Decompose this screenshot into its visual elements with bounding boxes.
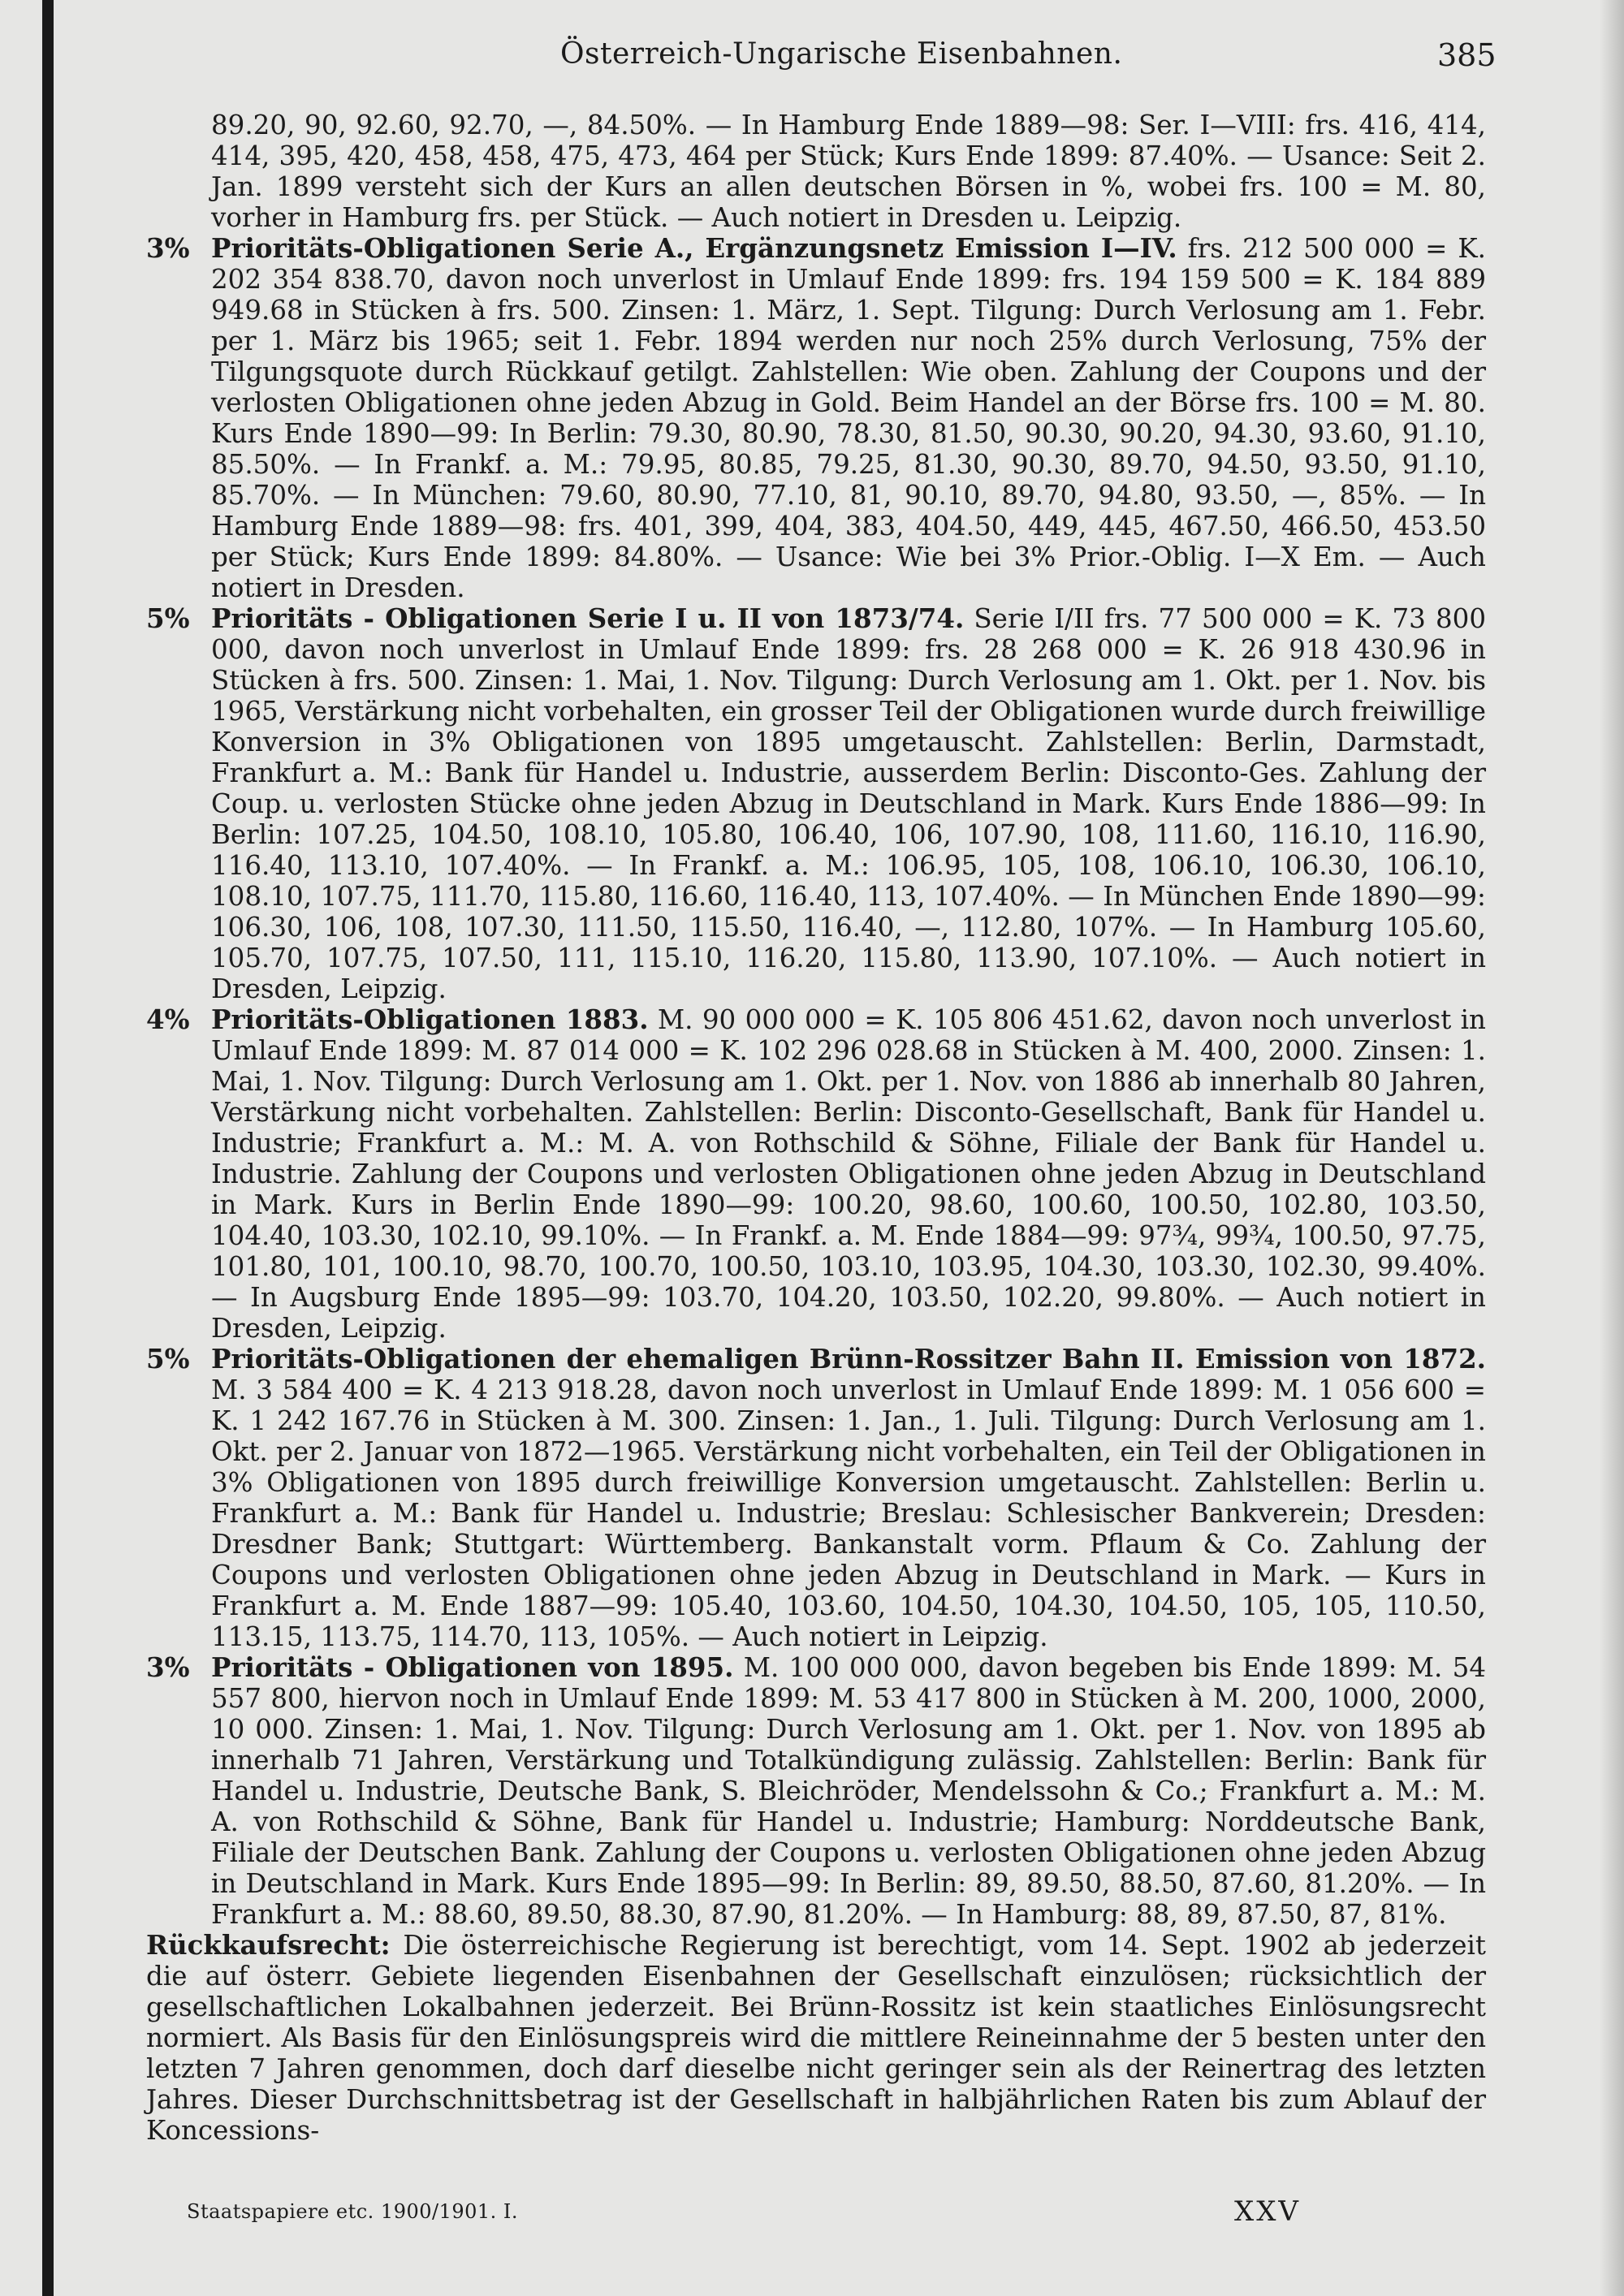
entry-text: frs. 212 500 000 = K. 202 354 838.70, davon noch unverlost in Umlauf Ende 1899: frs. 194 159 500 = K. 184 889 949.68 in Stücken à frs. 500. Zinsen: 1. März, 1. Sept. Tilgung: Durch Verlosung am 1. Febr. per 1. März bis 1965; seit 1. Febr. 1894 werden nur noch 25% durch Verlosung, 75% der Tilgungsquote durch Rückkauf getilgt. Zahlstellen: Wie oben. Zahlung der Coupons und der verlosten Obligationen ohne jeden Abzug in Gold. Beim Handel an der Börse frs. 100 = M. 80. Kurs Ende 1890—99: In Berlin: 79.30, 80.90, 78.30, 81.50, 90.30, 90.20, 94.30, 93.60, 91.10, 85.50%. — In Frankf. a. M.: 79.95, 80.85, 79.25, 81.30, 90.30, 89.70, 94.50, 93.50, 91.10, 85.70%. — In München: 79.60, 80.90, 77.10, 81, 90.10, 89.70, 94.80, 93.50, —, 85%. — In Hamburg Ende 1889—98: frs. 401, 399, 404, 383, 404.50, 449, 445, 467.50, 466.50, 453.50 per Stück; Kurs Ende 1899: 84.80%. — Usance: Wie bei 3% Prior.-Oblig. I—X Em. — Auch notiert in Dresden. xyxy=(211,233,1486,603)
entry-text: Serie I/II frs. 77 500 000 = K. 73 800 000, davon noch unverlost in Umlauf Ende 1899: frs. 28 268 000 = K. 26 918 430.96 in Stücken à frs. 500. Zinsen: 1. Mai, 1. Nov. Tilgung: Durch Verlosung am 1. Okt. per 1. Nov. bis 1965, Verstärkung nicht vorbehalten, ein grosser Teil der Obligationen wurde durch freiwillige Konversion in 3% Obligationen von 1895 umgetauscht. Zahlstellen: Berlin, Darmstadt, Frankfurt a. M.: Bank für Handel u. Industrie, ausserdem Berlin: Disconto-Ges. Zahlung der Coup. u. verlosten Stücke ohne jeden Abzug in Deutschland in Mark. Kurs Ende 1886—99: In Berlin: 107.25, 104.50, 108.10, 105.80, 106.40, 106, 107.90, 108, 111.60, 116.10, 116.90, 116.40, 113.10, 107.40%. — In Frankf. a. M.: 106.95, 105, 108, 106.10, 106.30, 106.10, 108.10, 107.75, 111.70, 115.80, 116.60, 116.40, 113, 107.40%. — In München Ende 1890—99: 106.30, 106, 108, 107.30, 111.50, 115.50, 116.40, —, 112.80, 107%. — In Hamburg 105.60, 105.70, 107.75, 107.50, 111, 115.10, 116.20, 115.80, 113.90, 107.10%. — Auch notiert in Dresden, Leipzig. xyxy=(211,603,1486,1004)
running-title: Österreich-Ungarische Eisenbahnen. xyxy=(560,37,1123,71)
bond-entry-serie-a xyxy=(146,233,1486,603)
interest-rate: 3% xyxy=(146,232,190,264)
entry-text: M. 90 000 000 = K. 105 806 451.62, davon noch unverlost in Umlauf Ende 1899: M. 87 014 000 = K. 102 296 028.68 in Stücken à M. 400, 2000. Zinsen: 1. Mai, 1. Nov. Tilgung: Durch Verlosung am 1. Okt. per 1. Nov. von 1886 ab innerhalb 80 Jahren, Verstärkung nicht vorbehalten. Zahlstellen: Berlin: Disconto-Gesellschaft, Bank für Handel u. Industrie; Frankfurt a. M.: M. A. von Rothschild & Söhne, Filiale der Bank für Handel u. Industrie. Zahlung der Coupons und verlosten Obligationen ohne jeden Abzug in Deutschland in Mark. Kurs in Berlin Ende 1890—99: 100.20, 98.60, 100.60, 100.50, 102.80, 103.50, 104.40, 103.30, 102.10, 99.10%. — In Frankf. a. M. Ende 1884—99: 97¾, 99¾, 100.50, 97.75, 101.80, 101, 100.10, 98.70, 100.70, 100.50, 103.10, 103.95, 104.30, 103.30, 102.30, 99.40%. — In Augsburg Ende 1895—99: 103.70, 104.20, 103.50, 102.20, 99.80%. — Auch notiert in Dresden, Leipzig. xyxy=(211,1004,1486,1344)
entry-text: M. 100 000 000, davon begeben bis Ende 1899: M. 54 557 800, hiervon noch in Umlauf Ende 1899: M. 53 417 800 in Stücken à M. 200, 1000, 2000, 10 000. Zinsen: 1. Mai, 1. Nov. Tilgung: Durch Verlosung am 1. Okt. per 1. Nov. von 1895 ab innerhalb 71 Jahren, Verstärkung und Totalkündigung zulässig. Zahlstellen: Berlin: Bank für Handel u. Industrie, Deutsche Bank, S. Bleichröder, Mendelssohn & Co.; Frankfurt a. M.: M. A. von Rothschild & Söhne, Bank für Handel u. Industrie; Hamburg: Norddeutsche Bank, Filiale der Deutschen Bank. Zahlung der Coupons u. verlosten Obligationen ohne jeden Abzug in Deutschland in Mark. Kurs Ende 1895—99: In Berlin: 89, 89.50, 88.50, 87.60, 81.20%. — In Frankfurt a. M.: 88.60, 89.50, 88.30, 87.90, 81.20%. — In Hamburg: 88, 89, 87.50, 87, 81%. xyxy=(211,1652,1486,1930)
entry-heading: Prioritäts-Obligationen der ehemaligen Brünn-Rossitzer Bahn II. Emission von 1872. xyxy=(211,1343,1486,1375)
entry-heading: Prioritäts - Obligationen von 1895. xyxy=(211,1651,734,1683)
paragraph-text: 89.20, 90, 92.60, 92.70, —, 84.50%. — In Hamburg Ende 1889—98: Ser. I—VIII: frs. 416, 414, 414, 395, 420, 458, 458, 475, 473, 464 per Stück; Kurs Ende 1899: 87.40%. — Usance: Seit 2. Jan. 1899 versteht sich der Kurs an allen deutschen Börsen in %, wobei frs. 100 = M. 80, vorher in Hamburg frs. per Stück. — Auch notiert in Dresden u. Leipzig. xyxy=(211,110,1486,233)
rueckkaufsrecht-paragraph xyxy=(146,1930,1486,2146)
bond-entry-1883 xyxy=(146,1004,1486,1344)
page-body xyxy=(146,110,1486,2146)
signature-mark: XXV xyxy=(1234,2195,1301,2228)
entry-heading: Prioritäts - Obligationen Serie I u. II von 1873/74. xyxy=(211,602,965,634)
continued-paragraph xyxy=(146,110,1486,233)
entry-heading: Prioritäts-Obligationen Serie A., Ergänzungsnetz Emission I—IV. xyxy=(211,232,1177,264)
entry-heading: Rückkaufsrecht: xyxy=(146,1929,391,1961)
entry-text: M. 3 584 400 = K. 4 213 918.28, davon noch unverlost in Umlauf Ende 1899: M. 1 056 600 = K. 1 242 167.76 in Stücken à M. 300. Zinsen: 1. Jan., 1. Juli. Tilgung: Durch Verlosung am 1. Okt. per 2. Januar von 1872—1965. Verstärkung nicht vorbehalten, ein Teil der Obligationen in 3% Obligationen von 1895 durch freiwillige Konversion umgetauscht. Zahlstellen: Berlin u. Frankfurt a. M.: Bank für Handel u. Industrie; Breslau: Schlesischer Bankverein; Dresden: Dresdner Bank; Stuttgart: Württemberg. Bankanstalt vorm. Pflaum & Co. Zahlung der Coupons und verlosten Obligationen ohne jeden Abzug in Deutschland in Mark. — Kurs in Frankfurt a. M. Ende 1887—99: 105.40, 103.60, 104.50, 104.30, 104.50, 105, 105, 110.50, 113.15, 113.75, 114.70, 113, 105%. — Auch notiert in Leipzig. xyxy=(211,1375,1486,1652)
interest-rate: 3% xyxy=(146,1651,190,1683)
entry-text: Die österreichische Regierung ist berechtigt, vom 14. Sept. 1902 ab jederzeit die auf österr. Gebiete liegenden Eisenbahnen der Gesellschaft einzulösen; rücksichtlich der gesellschaftlichen Lokalbahnen jederzeit. Bei Brünn-Rossitz ist kein staatliches Einlösungsrecht normiert. Als Basis für den Einlösungspreis wird die mittlere Reineinnahme der 5 besten unter den letzten 7 Jahren genommen, doch darf dieselbe nicht geringer sein als der Reinertrag des letzten Jahres. Dieser Durchschnittsbetrag ist der Gesellschaft in halbjährlichen Raten bis zum Ablauf der Koncessions- xyxy=(146,1930,1486,2146)
footer-source: Staatspapiere etc. 1900/1901. I. xyxy=(187,2200,519,2223)
book-binding-edge xyxy=(42,0,54,2296)
page-edge-shadow xyxy=(1600,0,1624,2296)
interest-rate: 5% xyxy=(146,602,190,634)
bond-entry-1895 xyxy=(146,1652,1486,1930)
interest-rate: 4% xyxy=(146,1003,190,1035)
bond-entry-bruenn-rossitz xyxy=(146,1344,1486,1652)
interest-rate: 5% xyxy=(146,1343,190,1375)
entry-heading: Prioritäts-Obligationen 1883. xyxy=(211,1003,649,1035)
bond-entry-serie-i-ii xyxy=(146,603,1486,1004)
page-number: 385 xyxy=(1437,37,1497,73)
